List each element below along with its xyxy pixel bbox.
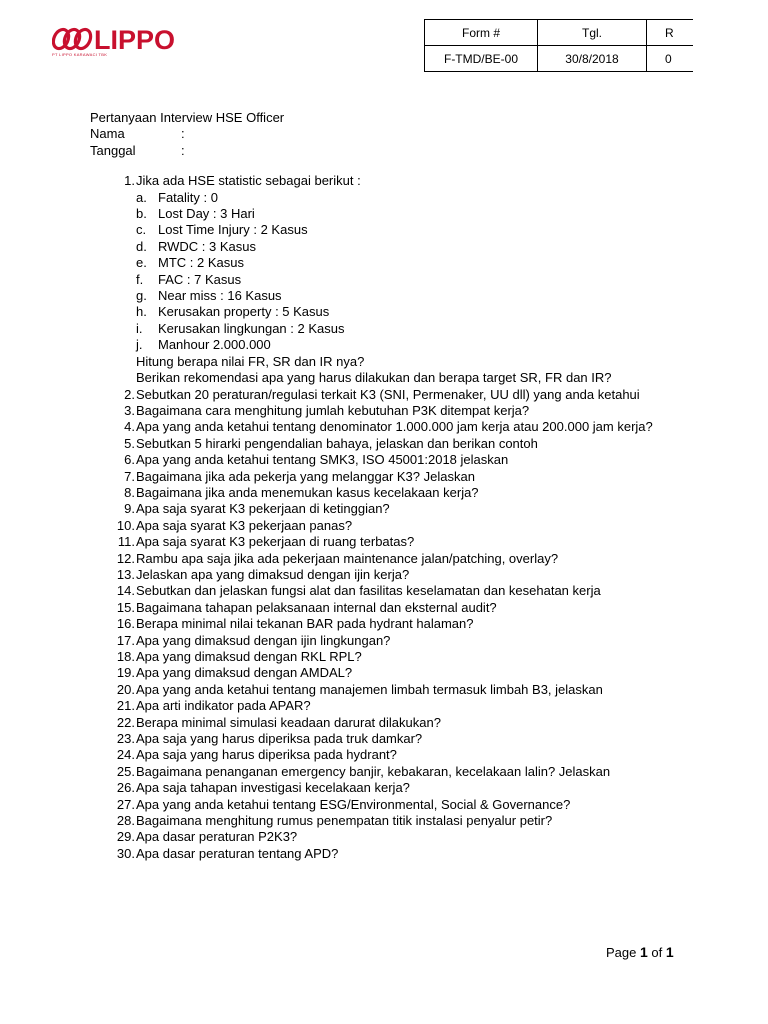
question-text: Jelaskan apa yang dimaksud dengan ijin kerja? xyxy=(136,566,410,582)
question-text: Apa yang anda ketahui tentang ESG/Environmental, Social & Governance? xyxy=(136,796,571,812)
question-item xyxy=(90,534,690,550)
question-number: 24. xyxy=(116,747,135,763)
form-table-value-row xyxy=(425,46,694,72)
name-field-row xyxy=(90,126,690,142)
sub-letter: j. xyxy=(136,337,143,353)
sub-letter: d. xyxy=(136,238,147,254)
question-number: 29. xyxy=(116,829,135,845)
question-item xyxy=(90,583,690,599)
question-item xyxy=(90,813,690,829)
question-item xyxy=(90,829,690,845)
sub-item xyxy=(136,337,690,353)
question-number: 14. xyxy=(116,583,135,599)
question-text: Apa yang dimaksud dengan RKL RPL? xyxy=(136,649,362,664)
question-text: Sebutkan dan jelaskan fungsi alat dan fasilitas keselamatan dan kesehatan kerja xyxy=(136,583,601,599)
question-number: 17. xyxy=(116,632,135,648)
question-number: 5. xyxy=(124,435,135,451)
question-item xyxy=(90,747,690,763)
sub-letter: h. xyxy=(136,304,147,320)
question-text: Apa yang anda ketahui tentang SMK3, ISO 45001:2018 jelaskan xyxy=(136,452,509,468)
sub-letter: a. xyxy=(136,189,147,205)
question-item xyxy=(90,501,690,517)
question-item xyxy=(90,518,690,534)
question-number: 18. xyxy=(116,649,135,664)
form-header-cell: Form # xyxy=(425,20,538,46)
question-item xyxy=(90,715,690,731)
question-text: Bagaimana jika ada pekerja yang melanggar K3? Jelaskan xyxy=(136,468,475,484)
date-separator: : xyxy=(181,142,185,158)
question-item xyxy=(90,551,690,567)
sub-item xyxy=(136,272,690,288)
question-text: Jika ada HSE statistic sebagai berikut : xyxy=(136,173,361,189)
question-number: 21. xyxy=(116,698,135,714)
question-text: Bagaimana jika anda menemukan kasus kecelakaan kerja? xyxy=(136,484,479,500)
question-text: Apa yang anda ketahui tentang denominator 1.000.000 jam kerja atau 200.000 jam kerja? xyxy=(136,419,653,435)
sub-letter: f. xyxy=(136,271,144,287)
statistic-sublist xyxy=(136,190,690,354)
question-number: 26. xyxy=(116,780,135,796)
name-separator: : xyxy=(181,126,185,142)
question-item xyxy=(90,173,690,386)
lippo-logo-mark xyxy=(52,24,192,54)
page-word: Page xyxy=(606,945,637,960)
question-number: 19. xyxy=(116,665,135,681)
form-info-table xyxy=(424,19,693,72)
question-text: Sebutkan 5 hirarki pengendalian bahaya, jelaskan dan berikan contoh xyxy=(136,435,538,451)
sub-letter: g. xyxy=(136,288,147,304)
question-text: Apa saja syarat K3 pekerjaan di ruang terbatas? xyxy=(136,534,415,550)
question-followup: Hitung berapa nilai FR, SR dan IR nya? xyxy=(136,353,365,369)
sub-text: Kerusakan property : 5 Kasus xyxy=(158,304,330,320)
document-title: Pertanyaan Interview HSE Officer xyxy=(90,110,285,125)
question-text: Apa saja tahapan investigasi kecelakaan kerja? xyxy=(136,780,410,796)
question-text: Apa yang anda ketahui tentang manajemen limbah termasuk limbah B3, jelaskan xyxy=(136,681,603,697)
question-number: 11. xyxy=(117,534,135,550)
question-text: Apa saja yang harus diperiksa pada hydrant? xyxy=(136,747,397,763)
question-item xyxy=(90,797,690,813)
question-text: Apa arti indikator pada APAR? xyxy=(136,698,311,714)
question-number: 15. xyxy=(116,599,135,615)
question-item xyxy=(90,633,690,649)
sub-item xyxy=(136,304,690,320)
sub-letter: b. xyxy=(136,206,147,222)
question-text: Rambu apa saja jika ada pekerjaan maintenance jalan/patching, overlay? xyxy=(136,550,559,566)
question-item xyxy=(90,682,690,698)
question-number: 9. xyxy=(124,501,135,517)
question-text: Apa dasar peraturan tentang APD? xyxy=(136,845,339,861)
question-text: Sebutkan 20 peraturan/regulasi terkait K3 (SNI, Permenaker, UU dll) yang anda ketahui xyxy=(136,386,640,402)
question-item xyxy=(90,452,690,468)
question-text: Bagaimana penanganan emergency banjir, kebakaran, kecelakaan lalin? Jelaskan xyxy=(136,763,611,779)
sub-text: Lost Day : 3 Hari xyxy=(158,206,255,222)
question-text: Berapa minimal nilai tekanan BAR pada hydrant halaman? xyxy=(136,616,474,632)
question-number: 3. xyxy=(124,402,135,418)
form-number-cell: F-TMD/BE-00 xyxy=(425,46,538,72)
sub-text: Kerusakan lingkungan : 2 Kasus xyxy=(158,320,345,336)
question-number: 12. xyxy=(116,550,135,566)
sub-item xyxy=(136,321,690,337)
question-item xyxy=(90,731,690,747)
date-field-row xyxy=(90,143,690,159)
date-value-cell: 30/8/2018 xyxy=(538,46,647,72)
question-number: 1. xyxy=(124,173,135,189)
sub-text: Manhour 2.000.000 xyxy=(158,337,271,353)
sub-text: Fatality : 0 xyxy=(158,189,218,205)
question-item xyxy=(90,616,690,632)
sub-item xyxy=(136,255,690,271)
question-text: Bagaimana cara menghitung jumlah kebutuhan P3K ditempat kerja? xyxy=(136,402,530,418)
question-item xyxy=(90,419,690,435)
question-number: 20. xyxy=(116,681,135,697)
sub-letter: i. xyxy=(136,320,143,336)
sub-text: Near miss : 16 Kasus xyxy=(158,288,282,304)
question-item xyxy=(90,665,690,681)
question-number: 27. xyxy=(116,796,135,812)
question-text: Apa yang dimaksud dengan AMDAL? xyxy=(136,665,353,681)
question-number: 22. xyxy=(116,714,135,730)
lippo-logo xyxy=(52,24,192,64)
page-footer xyxy=(606,944,674,960)
question-list-continued xyxy=(90,387,690,863)
name-label: Nama xyxy=(90,126,125,142)
question-text: Bagaimana tahapan pelaksanaan internal dan eksternal audit? xyxy=(136,599,497,615)
question-item xyxy=(90,780,690,796)
question-text: Apa saja syarat K3 pekerjaan di ketinggian? xyxy=(136,501,390,517)
revision-header-cell: R xyxy=(647,20,694,46)
sub-letter: e. xyxy=(136,255,147,271)
question-number: 28. xyxy=(116,813,135,829)
question-number: 6. xyxy=(124,452,135,468)
question-text: Apa yang dimaksud dengan ijin lingkungan? xyxy=(136,632,391,648)
question-item xyxy=(90,764,690,780)
question-number: 25. xyxy=(116,763,135,779)
sub-item xyxy=(136,222,690,238)
question-item xyxy=(90,600,690,616)
of-word: of xyxy=(651,945,663,960)
question-item xyxy=(90,649,690,665)
sub-text: Lost Time Injury : 2 Kasus xyxy=(158,222,308,238)
question-number: 10. xyxy=(116,517,135,533)
question-number: 8. xyxy=(124,484,135,500)
question-number: 7. xyxy=(124,468,135,484)
question-item xyxy=(90,469,690,485)
document-body xyxy=(90,110,690,862)
sub-letter: c. xyxy=(136,222,147,238)
question-item xyxy=(90,436,690,452)
sub-text: RWDC : 3 Kasus xyxy=(158,238,257,254)
sub-text: FAC : 7 Kasus xyxy=(158,271,242,287)
question-list xyxy=(90,173,690,386)
logo-subtext: PT LIPPO KARAWACI TBK xyxy=(52,52,108,57)
current-page: 1 xyxy=(640,944,648,960)
date-header-cell: Tgl. xyxy=(538,20,647,46)
question-number: 4. xyxy=(124,419,135,435)
question-text: Apa saja syarat K3 pekerjaan panas? xyxy=(136,517,353,533)
total-pages: 1 xyxy=(665,944,674,960)
question-text: Berapa minimal simulasi keadaan darurat dilakukan? xyxy=(136,714,441,730)
sub-item xyxy=(136,206,690,222)
sub-text: MTC : 2 Kasus xyxy=(158,255,244,271)
date-label: Tanggal xyxy=(90,142,136,158)
question-number: 23. xyxy=(116,731,135,747)
sub-item xyxy=(136,239,690,255)
question-item xyxy=(90,567,690,583)
question-item xyxy=(90,485,690,501)
question-text: Apa saja yang harus diperiksa pada truk damkar? xyxy=(136,731,423,747)
question-item xyxy=(90,403,690,419)
logo-text: LIPPO xyxy=(94,25,176,54)
question-number: 16. xyxy=(116,616,135,632)
question-item xyxy=(90,698,690,714)
question-number: 2. xyxy=(124,386,135,402)
sub-item xyxy=(136,190,690,206)
form-table-header-row xyxy=(425,20,694,46)
question-item xyxy=(90,387,690,403)
question-followup: Berikan rekomendasi apa yang harus dilakukan dan berapa target SR, FR dan IR? xyxy=(136,370,612,386)
question-text: Apa dasar peraturan P2K3? xyxy=(136,829,298,845)
question-item xyxy=(90,846,690,862)
question-number: 30. xyxy=(116,845,135,861)
revision-value-cell: 0 xyxy=(647,46,694,72)
question-text: Bagaimana menghitung rumus penempatan titik instalasi penyalur petir? xyxy=(136,813,553,829)
question-number: 13. xyxy=(116,566,135,582)
sub-item xyxy=(136,288,690,304)
